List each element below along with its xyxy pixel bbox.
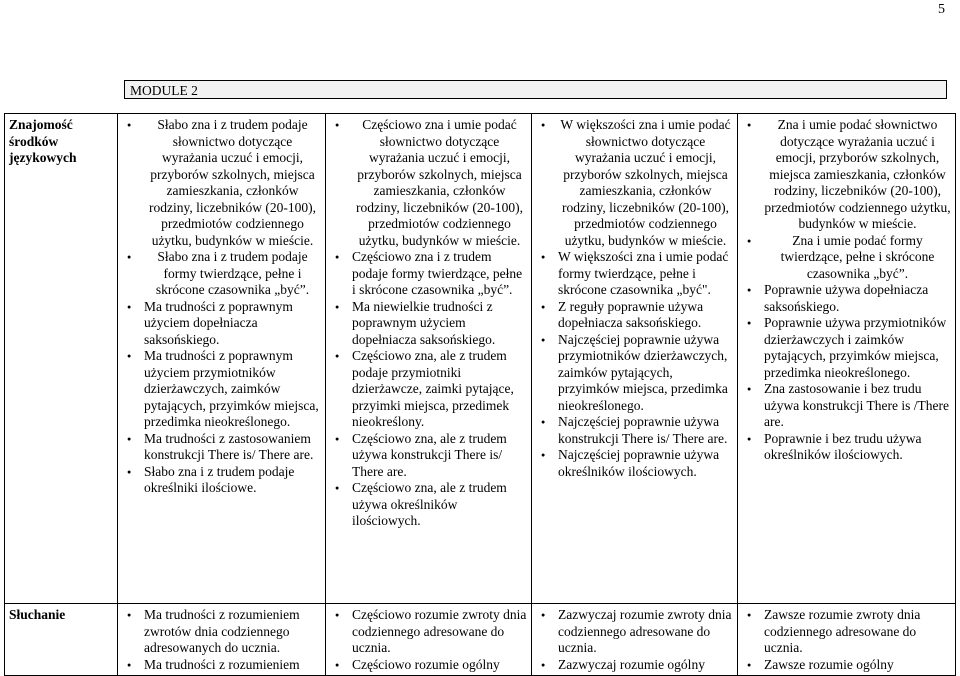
list-item: ● Poprawnie i bez trudu używa określników ilościowych. (742, 431, 951, 464)
list-item: ● Częściowo zna, ale z trudem podaje przymiotniki dzierżawcze, zaimki pytające, przyimki miejsca, przedimek nieokreślony. (330, 348, 527, 431)
list-item: ● Zna i umie podać słownictwo dotyczące wyrażania uczuć i emocji, przyborów szkolnych, miejsca zamieszkania, członków rodziny, liczebników (20-100), przedmiotów codziennego użytku, budynków w mieście. (742, 117, 951, 233)
list-item: ● Częściowo rozumie zwroty dnia codziennego adresowane do ucznia. (330, 607, 527, 657)
module-header: MODULE 2 (124, 80, 947, 99)
list-item: ● Ma trudności z poprawnym użyciem dopełniacza saksońskiego. (122, 299, 321, 349)
grade-cell (738, 114, 956, 604)
list-item: ● W większości zna i umie podać słownictwo dotyczące wyrażania uczuć i emocji, przyborów szkolnych, miejsca zamieszkania, członków rodziny, liczebników (20-100), przedmiotów codziennego użytku, budynków w mieście. (536, 117, 733, 249)
list-item: ● Zawsze rozumie ogólny (742, 657, 951, 674)
list-item: ● Poprawnie używa dopełniacza saksońskiego. (742, 282, 951, 315)
list-item: ● Częściowo zna, ale z trudem używa konstrukcji There is/ There are. (330, 431, 527, 481)
list-item: ● Zazwyczaj rozumie zwroty dnia codziennego adresowane do ucznia. (536, 607, 733, 657)
list-item: ● Częściowo zna, ale z trudem używa określników ilościowych. (330, 480, 527, 530)
list-item: ● Ma trudności z poprawnym użyciem przymiotników dzierżawczych, zaimków pytających, przyimków miejsca, przedimka nieokreślonego. (122, 348, 321, 431)
list-item: ● Częściowo rozumie ogólny (330, 657, 527, 674)
list-item: ● Ma niewielkie trudności z poprawnym użyciem dopełniacza saksońskiego. (330, 299, 527, 349)
list-item: ● Z reguły poprawnie używa dopełniacza saksońskiego. (536, 299, 733, 332)
list-item: ● Zazwyczaj rozumie ogólny (536, 657, 733, 674)
grade-cell (326, 114, 532, 604)
grade-cell (532, 114, 738, 604)
table-row (5, 114, 956, 604)
list-item: ● Częściowo zna i umie podać słownictwo dotyczące wyrażania uczuć i emocji, przyborów szkolnych, miejsca zamieszkania, członków rodziny, liczebników (20-100), przedmiotów codziennego użytku, budynków w mieście. (330, 117, 527, 249)
list-item: ● Najczęściej poprawnie używa konstrukcji There is/ There are. (536, 414, 733, 447)
list-item: ● Zawsze rozumie zwroty dnia codziennego adresowane do ucznia. (742, 607, 951, 657)
list-item: ● Częściowo zna i z trudem podaje formy twierdzące, pełne i skrócone czasownika „być”. (330, 249, 527, 299)
grade-cell (118, 604, 326, 676)
list-item: ● Najczęściej poprawnie używa przymiotników dzierżawczych, zaimków pytających, przyimków miejsca, przedimka nieokreślonego. (536, 332, 733, 415)
list-item: ● Słabo zna i z trudem podaje słownictwo dotyczące wyrażania uczuć i emocji, przyborów szkolnych, miejsca zamieszkania, członków rodziny, liczebników (20-100), przedmiotów codziennego użytku, budynków w mieście. (122, 117, 321, 249)
list-item: ● Ma trudności z zastosowaniem konstrukcji There is/ There are. (122, 431, 321, 464)
row-heading: Znajomość środków językowych (5, 114, 118, 604)
list-item: ● Słabo zna i z trudem podaje formy twierdzące, pełne i skrócone czasownika „być”. (122, 249, 321, 299)
list-item: ● Poprawnie używa przymiotników dzierżawczych i zaimków pytających, przyimków miejsca, przedimka nieokreślonego. (742, 315, 951, 381)
list-item: ● Zna i umie podać formy twierdzące, pełne i skrócone czasownika „być”. (742, 233, 951, 283)
grade-cell (326, 604, 532, 676)
criteria-table (4, 113, 956, 676)
grade-cell (118, 114, 326, 604)
list-item: ● Zna zastosowanie i bez trudu używa konstrukcji There is /There are. (742, 381, 951, 431)
grade-cell (532, 604, 738, 676)
list-item: ● Ma trudności z rozumieniem (122, 657, 321, 674)
row-heading: Słuchanie (5, 604, 118, 676)
page-number: 5 (938, 2, 945, 17)
list-item: ● Najczęściej poprawnie używa określników ilościowych. (536, 447, 733, 480)
list-item: ● Słabo zna i z trudem podaje określniki ilościowe. (122, 464, 321, 497)
table-row (5, 604, 956, 676)
list-item: ● Ma trudności z rozumieniem zwrotów dnia codziennego adresowanych do ucznia. (122, 607, 321, 657)
grade-cell (738, 604, 956, 676)
list-item: ● W większości zna i umie podać formy twierdzące, pełne i skrócone czasownika „być". (536, 249, 733, 299)
